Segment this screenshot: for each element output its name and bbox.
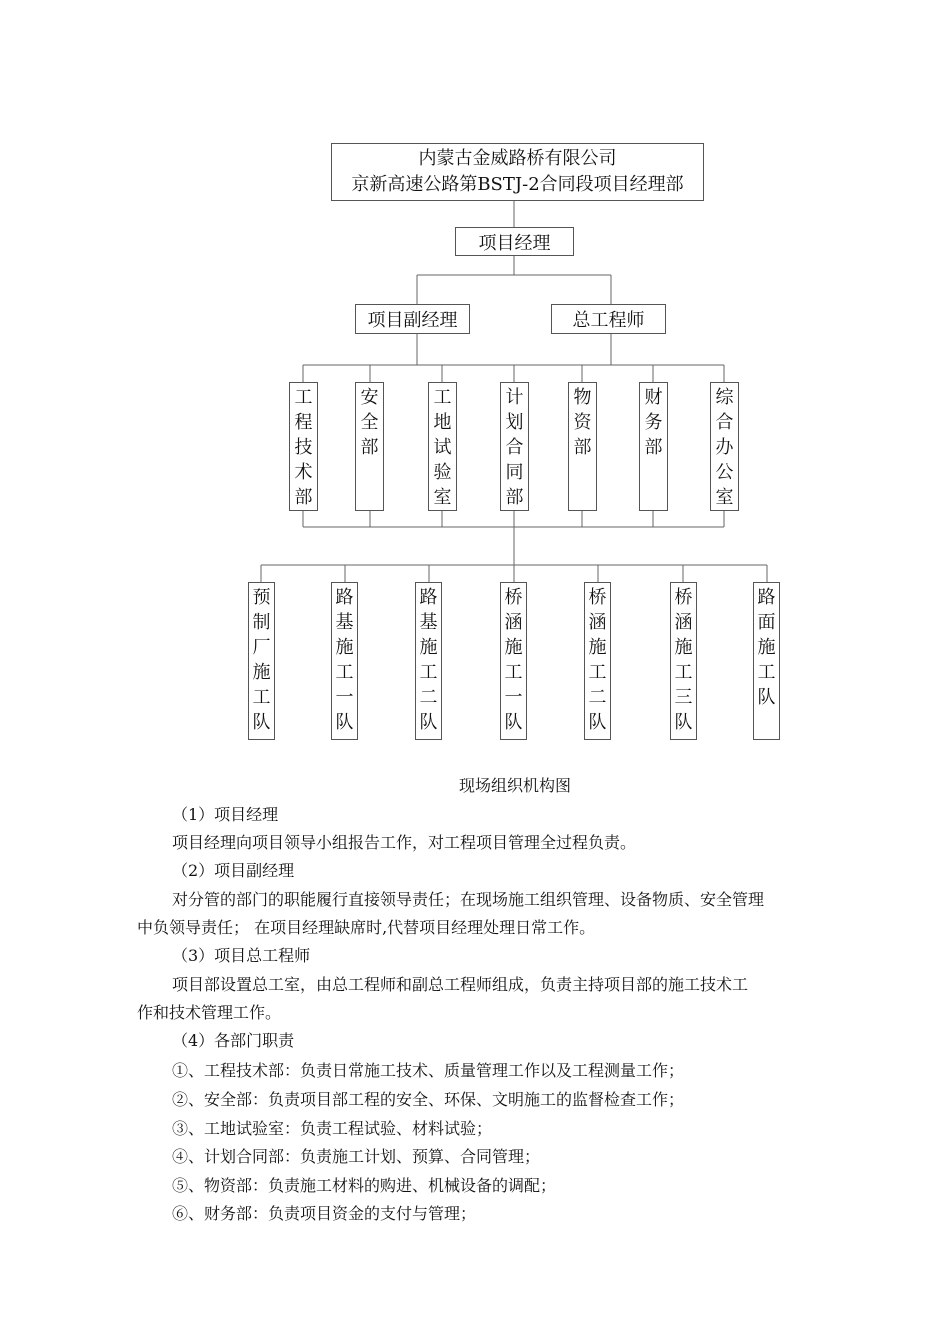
department-label: 财 务 部 <box>644 387 663 458</box>
department-box <box>568 382 597 511</box>
chart-caption: 现场组织机构图 <box>458 776 571 795</box>
paragraph-2-line-2: 中负领导责任； 在项目经理缺席时,代替项目经理处理日常工作。 <box>137 918 596 937</box>
department-box <box>289 382 318 511</box>
duty-item: ③、工地试验室：负责工程试验、材料试验； <box>172 1119 493 1138</box>
paragraph-2-line-1: 对分管的部门的职能履行直接领导责任；在现场施工组织管理、设备物质、安全管理 <box>172 890 765 909</box>
department-label: 综 合 办 公 室 <box>715 387 734 508</box>
department-box <box>710 382 739 511</box>
manager-box <box>455 227 574 256</box>
duty-item: ②、安全部：负责项目部工程的安全、环保、文明施工的监督检查工作； <box>172 1090 685 1109</box>
team-label: 路 基 施 工 一 队 <box>335 587 354 733</box>
project-department-name: 京新高速公路第BSTJ-2合同段项目经理部 <box>351 174 684 195</box>
company-box <box>331 143 704 201</box>
department-box <box>639 382 668 511</box>
duty-item: ④、计划合同部：负责施工计划、预算、合同管理； <box>172 1147 541 1166</box>
chief-engineer-label: 总工程师 <box>572 310 645 331</box>
team-label: 桥 涵 施 工 一 队 <box>504 587 523 733</box>
heading-3: （3）项目总工程师 <box>172 946 311 965</box>
department-label: 物 资 部 <box>573 387 592 458</box>
team-box <box>415 582 442 740</box>
heading-1: （1）项目经理 <box>172 805 279 824</box>
department-label: 工 程 技 术 部 <box>294 387 313 508</box>
heading-2: （2）项目副经理 <box>172 861 295 880</box>
team-label: 桥 涵 施 工 二 队 <box>588 587 607 733</box>
department-label: 安 全 部 <box>360 387 379 458</box>
department-label: 工 地 试 验 室 <box>433 387 452 508</box>
team-box <box>248 582 275 740</box>
team-label: 预 制 厂 施 工 队 <box>252 587 271 733</box>
team-label: 路 基 施 工 二 队 <box>419 587 438 733</box>
duty-item: ⑤、物资部：负责施工材料的购进、机械设备的调配； <box>172 1176 557 1195</box>
department-label: 计 划 合 同 部 <box>505 387 524 508</box>
department-box <box>428 382 457 511</box>
team-box <box>331 582 358 740</box>
manager-label: 项目经理 <box>478 232 551 254</box>
deputy-manager-label: 项目副经理 <box>367 310 458 331</box>
duty-item: ⑥、财务部：负责项目资金的支付与管理； <box>172 1204 477 1223</box>
team-box <box>500 582 527 740</box>
deputy-manager-box <box>355 304 470 334</box>
team-box <box>753 582 780 740</box>
team-box <box>670 582 697 740</box>
department-box <box>500 382 529 511</box>
chief-engineer-box <box>551 304 666 334</box>
team-label: 桥 涵 施 工 三 队 <box>674 587 693 733</box>
team-label: 路 面 施 工 队 <box>757 587 776 708</box>
department-box <box>355 382 384 511</box>
paragraph-3-line-2: 作和技术管理工作。 <box>137 1003 282 1022</box>
heading-4: （4）各部门职责 <box>172 1031 295 1050</box>
team-box <box>584 582 611 740</box>
paragraph-1: 项目经理向项目领导小组报告工作，对工程项目管理全过程负责。 <box>172 833 637 852</box>
company-name: 内蒙古金威路桥有限公司 <box>418 148 617 169</box>
paragraph-3-line-1: 项目部设置总工室，由总工程师和副总工程师组成，负责主持项目部的施工技术工 <box>172 975 749 994</box>
duty-item: ①、工程技术部：负责日常施工技术、质量管理工作以及工程测量工作； <box>172 1061 685 1080</box>
